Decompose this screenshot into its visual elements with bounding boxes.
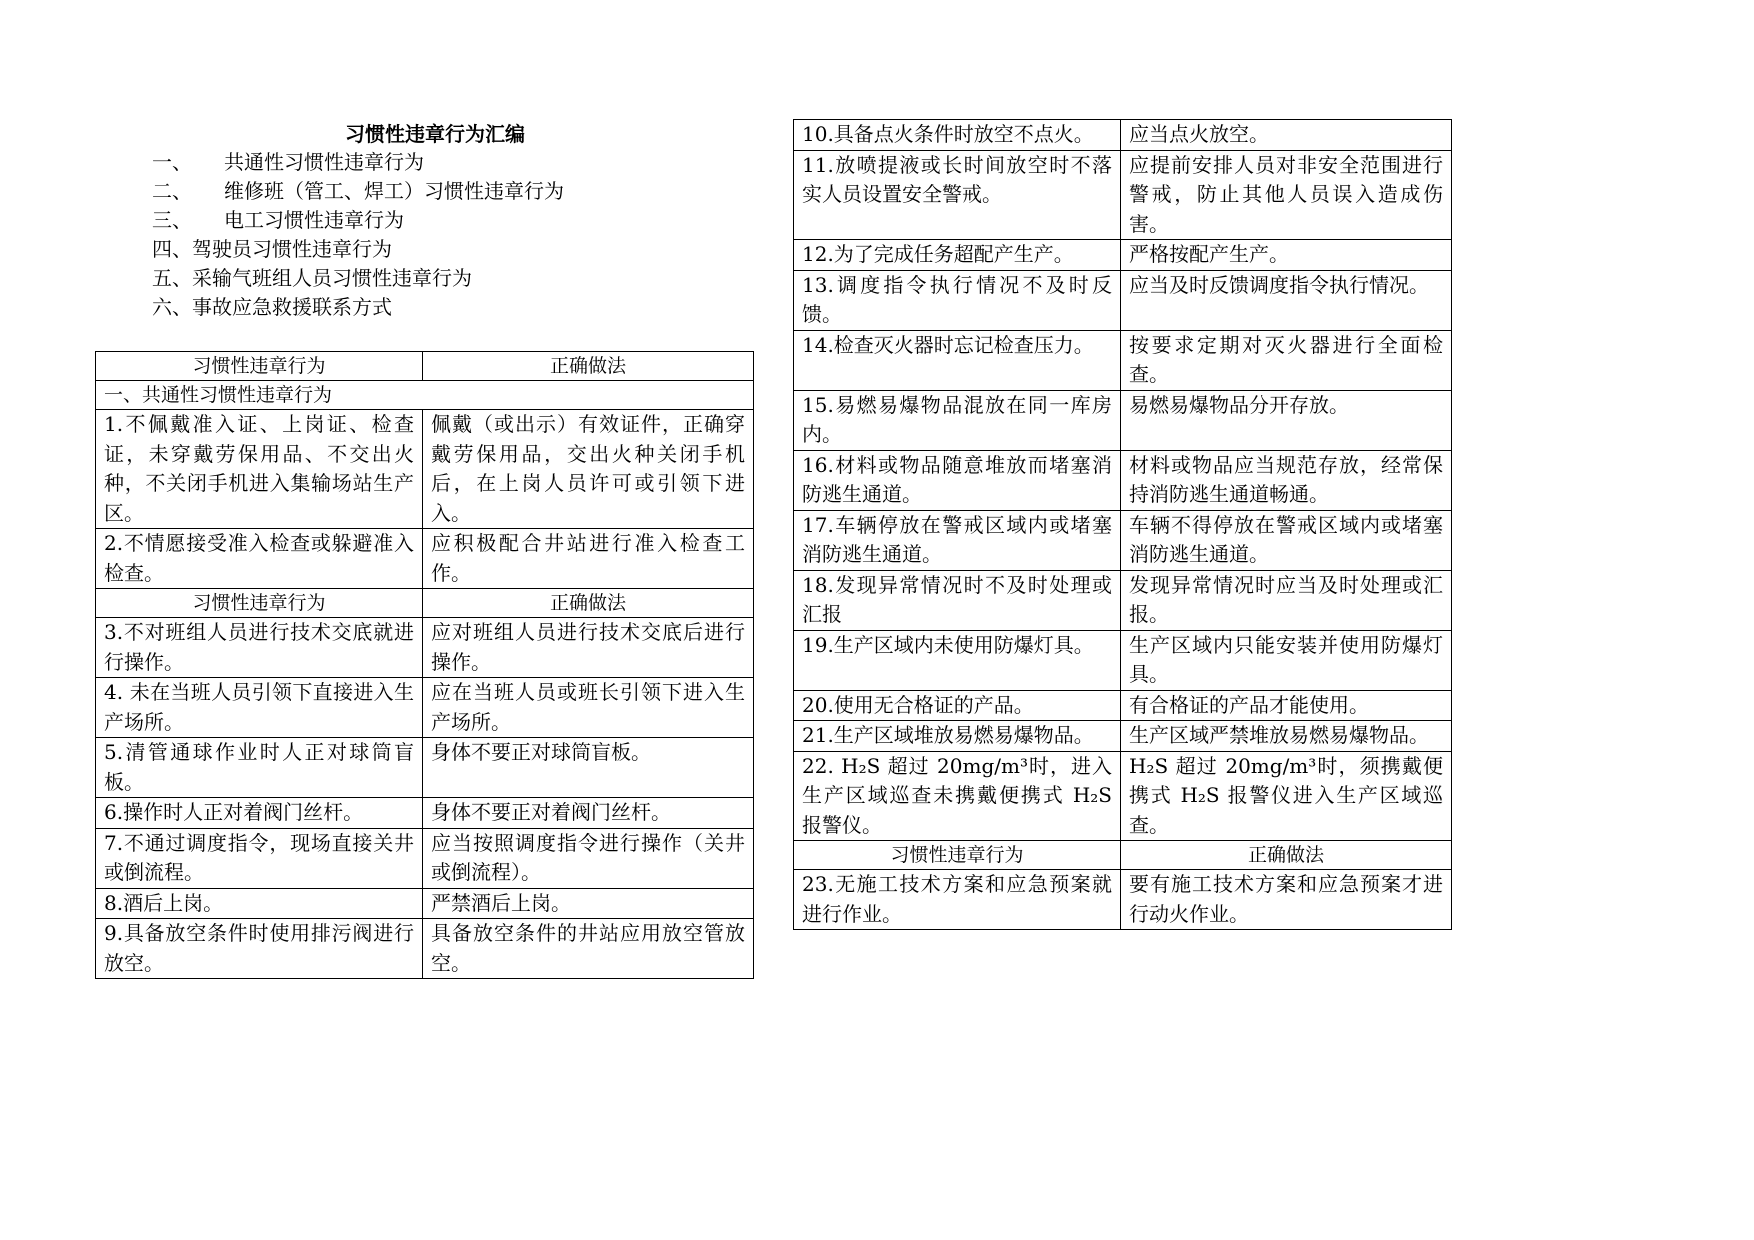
header-correct: 正确做法 <box>423 352 754 381</box>
toc-item: 二、 维修班（管工、焊工）习惯性违章行为 <box>152 179 564 203</box>
table-row <box>794 390 1452 450</box>
correct-cell: 应提前安排人员对非安全范围进行警戒，防止其他人员误入造成伤害。 <box>1121 150 1452 240</box>
table-row <box>794 450 1452 510</box>
toc-item: 一、 共通性习惯性违章行为 <box>152 150 424 174</box>
behavior-cell: 9.具备放空条件时使用排污阀进行放空。 <box>96 919 423 979</box>
correct-cell: 应当点火放空。 <box>1121 120 1452 151</box>
correct-cell: 身体不要正对球筒盲板。 <box>423 738 754 798</box>
correct-cell: 应在当班人员或班长引领下进入生产场所。 <box>423 678 754 738</box>
violations-table-right <box>793 119 1452 930</box>
table-row <box>96 888 754 919</box>
violations-table-left <box>95 351 754 979</box>
correct-cell: 有合格证的产品才能使用。 <box>1121 690 1452 721</box>
section-title: 一、共通性习惯性违章行为 <box>96 381 754 410</box>
behavior-cell: 1.不佩戴准入证、上岗证、检查证，未穿戴劳保用品、不交出火种，不关闭手机进入集输场站生产区。 <box>96 410 423 529</box>
behavior-cell: 2.不情愿接受准入检查或躲避准入检查。 <box>96 529 423 589</box>
table-row <box>96 410 754 529</box>
toc-item: 三、 电工习惯性违章行为 <box>152 208 404 232</box>
behavior-cell: 8.酒后上岗。 <box>96 888 423 919</box>
table-row <box>794 120 1452 151</box>
behavior-cell: 17.车辆停放在警戒区域内或堵塞消防逃生通道。 <box>794 510 1121 570</box>
correct-cell: 应对班组人员进行技术交底后进行操作。 <box>423 618 754 678</box>
header-behavior: 习惯性违章行为 <box>96 589 423 618</box>
behavior-cell: 4. 未在当班人员引领下直接进入生产场所。 <box>96 678 423 738</box>
table-of-contents <box>152 148 564 322</box>
table-row <box>794 870 1452 930</box>
correct-cell: 应积极配合井站进行准入检查工作。 <box>423 529 754 589</box>
table-row <box>794 150 1452 240</box>
correct-cell: 应当按照调度指令进行操作（关井或倒流程）。 <box>423 828 754 888</box>
table-row <box>794 690 1452 721</box>
table-header-row <box>96 589 754 618</box>
section-row <box>96 381 754 410</box>
table-row <box>96 738 754 798</box>
correct-cell: 身体不要正对着阀门丝杆。 <box>423 798 754 829</box>
correct-cell: H₂S 超过 20mg/m³时，须携戴便携式 H₂S 报警仪进入生产区域巡查。 <box>1121 751 1452 841</box>
header-correct: 正确做法 <box>423 589 754 618</box>
behavior-cell: 23.无施工技术方案和应急预案就进行作业。 <box>794 870 1121 930</box>
table-row <box>794 751 1452 841</box>
correct-cell: 按要求定期对灭火器进行全面检查。 <box>1121 330 1452 390</box>
correct-cell: 生产区域内只能安装并使用防爆灯具。 <box>1121 630 1452 690</box>
table-header-row <box>96 352 754 381</box>
behavior-cell: 21.生产区域堆放易燃易爆物品。 <box>794 721 1121 752</box>
correct-cell: 要有施工技术方案和应急预案才进行动火作业。 <box>1121 870 1452 930</box>
behavior-cell: 12.为了完成任务超配产生产。 <box>794 240 1121 271</box>
table-row <box>794 330 1452 390</box>
table-row <box>794 240 1452 271</box>
table-row <box>96 919 754 979</box>
correct-cell: 材料或物品应当规范存放，经常保持消防逃生通道畅通。 <box>1121 450 1452 510</box>
behavior-cell: 18.发现异常情况时不及时处理或汇报 <box>794 570 1121 630</box>
behavior-cell: 19.生产区域内未使用防爆灯具。 <box>794 630 1121 690</box>
correct-cell: 发现异常情况时应当及时处理或汇报。 <box>1121 570 1452 630</box>
table-row <box>794 510 1452 570</box>
table-row <box>96 618 754 678</box>
table-row <box>96 798 754 829</box>
behavior-cell: 16.材料或物品随意堆放而堵塞消防逃生通道。 <box>794 450 1121 510</box>
behavior-cell: 7.不通过调度指令，现场直接关井或倒流程。 <box>96 828 423 888</box>
correct-cell: 严格按配产生产。 <box>1121 240 1452 271</box>
table-row <box>794 721 1452 752</box>
behavior-cell: 10.具备点火条件时放空不点火。 <box>794 120 1121 151</box>
table-row <box>794 270 1452 330</box>
toc-item: 五、采输气班组人员习惯性违章行为 <box>152 266 472 290</box>
header-behavior: 习惯性违章行为 <box>794 841 1121 870</box>
toc-item: 四、驾驶员习惯性违章行为 <box>152 237 392 261</box>
table-row <box>794 630 1452 690</box>
table-row <box>96 678 754 738</box>
correct-cell: 佩戴（或出示）有效证件，正确穿戴劳保用品，交出火种关闭手机后，在上岗人员许可或引领下进入。 <box>423 410 754 529</box>
table-row <box>96 828 754 888</box>
header-correct: 正确做法 <box>1121 841 1452 870</box>
correct-cell: 应当及时反馈调度指令执行情况。 <box>1121 270 1452 330</box>
document-title: 习惯性违章行为汇编 <box>345 122 525 146</box>
behavior-cell: 13.调度指令执行情况不及时反馈。 <box>794 270 1121 330</box>
behavior-cell: 15.易燃易爆物品混放在同一库房内。 <box>794 390 1121 450</box>
behavior-cell: 22. H₂S 超过 20mg/m³时，进入生产区域巡查未携戴便携式 H₂S 报警仪。 <box>794 751 1121 841</box>
correct-cell: 车辆不得停放在警戒区域内或堵塞消防逃生通道。 <box>1121 510 1452 570</box>
behavior-cell: 14.检查灭火器时忘记检查压力。 <box>794 330 1121 390</box>
behavior-cell: 5.清管通球作业时人正对球筒盲板。 <box>96 738 423 798</box>
header-behavior: 习惯性违章行为 <box>96 352 423 381</box>
behavior-cell: 20.使用无合格证的产品。 <box>794 690 1121 721</box>
correct-cell: 易燃易爆物品分开存放。 <box>1121 390 1452 450</box>
table-header-row <box>794 841 1452 870</box>
correct-cell: 严禁酒后上岗。 <box>423 888 754 919</box>
correct-cell: 具备放空条件的井站应用放空管放空。 <box>423 919 754 979</box>
correct-cell: 生产区域严禁堆放易燃易爆物品。 <box>1121 721 1452 752</box>
behavior-cell: 11.放喷提液或长时间放空时不落实人员设置安全警戒。 <box>794 150 1121 240</box>
toc-item: 六、事故应急救援联系方式 <box>152 295 392 319</box>
behavior-cell: 3.不对班组人员进行技术交底就进行操作。 <box>96 618 423 678</box>
table-row <box>794 570 1452 630</box>
table-row <box>96 529 754 589</box>
behavior-cell: 6.操作时人正对着阀门丝杆。 <box>96 798 423 829</box>
